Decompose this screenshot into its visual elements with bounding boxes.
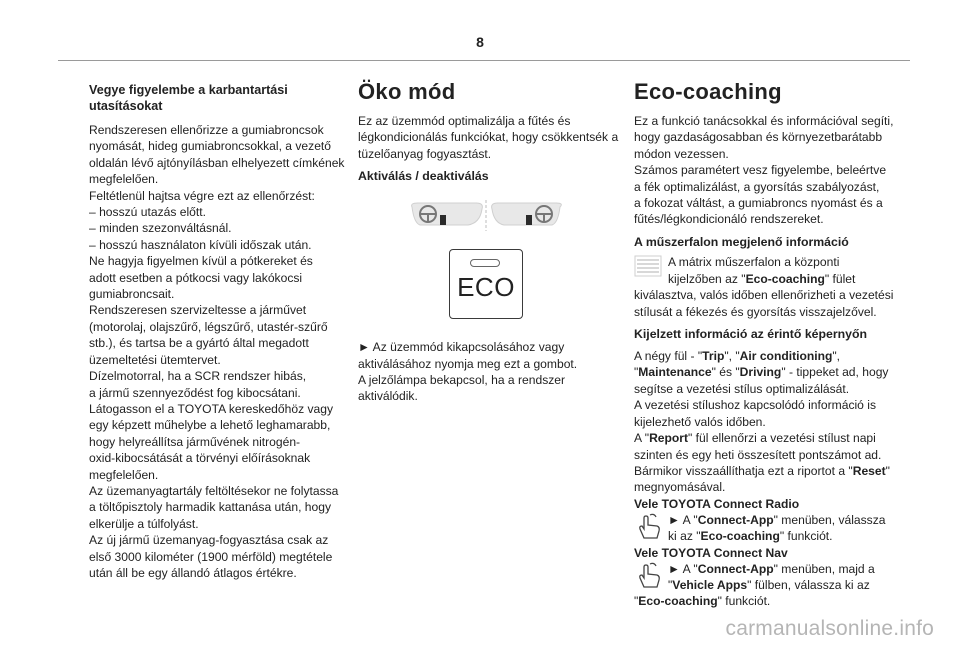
touchscreen-info-text: A négy fül - "Trip", "Air conditioning", "Maintenance" és "Driving" - tippeket ad, hogy segítse a vezetési stílus optimalizálását. A vezetési stílushoz kapcsolódó információ is kijelezhető valós időben. A "Report" fül ellenőrzi a vezetési stílust napi szinten és egy heti összesített pontszámot ad. Bármikor visszaállíthatja ezt a riportot a "Reset" megnyomásával. Vele TOYOTA Connect Radio ► A "Connect-App" menüben, válassza ki az "Eco-coaching" funkciót. Vele TOYOTA Connect Nav ► A "Connect-App" menüben, majd a "Vehicle Apps" fülben, válassza ki az "Eco-coaching" funkciót. (634, 348, 902, 610)
dashboard-illustration (406, 199, 566, 239)
touch-hand-icon (634, 512, 664, 542)
eco-coaching-title: Eco-coaching (634, 79, 782, 104)
header-rule (58, 60, 910, 61)
connect-radio-step: ► A "Connect-App" menüben, válassza (634, 512, 902, 542)
left-dashboard-icon (412, 203, 483, 225)
connect-nav-heading: Vele TOYOTA Connect Nav (634, 545, 788, 560)
column-eco-coaching (634, 79, 902, 610)
right-dashboard-icon (492, 203, 562, 225)
activation-heading: Aktiválás / deaktiválás (358, 169, 489, 184)
instrument-panel-icon (634, 254, 662, 278)
connect-radio-heading: Vele TOYOTA Connect Radio (634, 496, 800, 511)
column-eco-mode (358, 79, 620, 405)
watermark: carmanualsonline.info (725, 617, 934, 640)
eco-mode-title: Öko mód (358, 79, 456, 104)
eco-coaching-intro: Ez a funkció tanácsokkal és információval segíti, hogy gazdaságosabban és környezetbarátabb módon vezessen. Számos paramétert vesz figyelembe, beleértve a fék optimalizálást, a gyorsítás szabályozást, a fokozat váltást, a gumiabroncs nyomást és a fűtés/légkondicionáló rendszereket. (634, 114, 894, 227)
maintenance-text: Rendszeresen ellenőrizze a gumiabroncsok nyomását, hideg gumiabroncsokkal, a vezető oldalán lévő ajtónyílásban elhelyezett címkének megfelelően. Feltétlenül hajtsa végre ezt az ellenőrzést: – hosszú utazás előtt. – minden szezonváltásnál. – hosszú használaton kívüli időszak után. Ne hagyja figyelmen kívül a pótkereket és adott esetben a pótkocsi vagy lakókocsi gumiabroncsait. Rendszeresen szervizeltesse a járművet (motorolaj, olajszűrő, légszűrő, utastér-szűrő stb.), és tartsa be a gyártó által megadott üzemeltetési ütemtervet. Dízelmotorral, ha a SCR rendszer hibás, a jármű szennyeződést fog kibocsátani. Látogasson el a TOYOTA kereskedőhöz vagy egy képzett műhelybe a lehető leghamarabb, hogy helyreállítsa járművének nitrogén- oxid-kibocsátását a törvényi előírásoknak megfelelően. Az üzemanyagtartály feltöltésekor ne folytassa a töltőpisztoly harmadik kattanása után, hogy elkerülje a túlfolyást. Az új jármű üzemanyag-fogyasztása csak az első 3000 kilométer (1900 mérföld) megtétele után áll be egy állandó átlagos értékre. (89, 123, 345, 580)
dashboard-info-text: A mátrix műszerfalon a központi kijelzőben az "Eco-coaching" fület kiválasztva, valós időben ellenőrizheti a vezetési stílusát a fékezés és gyorsítás visszajelzővel. (634, 254, 894, 319)
touchscreen-info-heading: Kijelzett információ az érintő képernyőn (634, 327, 868, 342)
eco-button-label: ECO (457, 272, 515, 303)
dashboard-info-heading: A műszerfalon megjelenő információ (634, 234, 849, 249)
page-number: 8 (476, 34, 484, 50)
touch-hand-icon (634, 561, 664, 591)
column-maintenance (89, 82, 345, 581)
maintenance-heading: Vegye figyelembe a karbantartási utasításokat (89, 83, 288, 113)
eco-mode-intro: Ez az üzemmód optimalizálja a fűtés és légkondicionálás funkciókat, hogy csökkentsék a tüzelőanyag fogyasztást. (358, 114, 619, 161)
eco-indicator-light (470, 259, 500, 267)
eco-mode-instructions: ► Az üzemmód kikapcsolásához vagy aktiválásához nyomja meg ezt a gombot. A jelzőlámpa bekapcsol, ha a rendszer aktiválódik. (358, 340, 578, 404)
eco-button[interactable] (449, 249, 523, 319)
connect-nav-step: ► A "Connect-App" menüben, majd a (634, 561, 902, 591)
